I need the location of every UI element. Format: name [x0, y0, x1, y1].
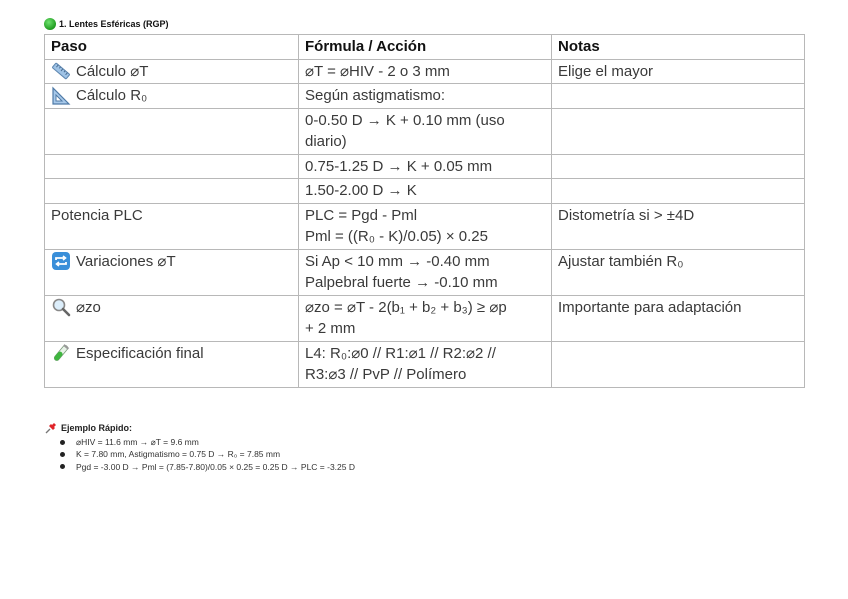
formula-cell — [299, 179, 552, 204]
table-header-row — [45, 35, 805, 60]
table-row — [45, 295, 805, 341]
paso-label: Especificación final — [76, 344, 204, 362]
paso-label: Cálculo ⌀T — [76, 62, 149, 80]
example-title — [44, 421, 132, 435]
formula-cell — [299, 108, 552, 154]
formula-cell — [299, 295, 552, 341]
header-paso: Paso — [45, 35, 299, 60]
paso-cell: Potencia PLC — [45, 203, 299, 249]
formula-line: 0-0.50 D → K + 0.10 mm (uso — [305, 111, 505, 129]
section-title-text: 1. Lentes Esféricas (RGP) — [59, 19, 169, 29]
bullet — [60, 464, 65, 469]
table-row — [45, 108, 805, 154]
formula-line: Si Ap < 10 mm → -0.40 mm — [305, 252, 490, 270]
pushpin-icon — [44, 421, 58, 435]
formula-line: ⌀zo = ⌀T - 2(b₁ + b₂ + b₃) ≥ ⌀p — [305, 298, 507, 316]
example-item-text: K = 7.80 mm, Astigmatismo = 0.75 D → R₀ = 7.85 mm — [76, 449, 281, 460]
paso-cell — [45, 108, 299, 154]
ruler-icon — [51, 61, 71, 81]
table-row — [45, 179, 805, 204]
green-circle-icon — [44, 18, 56, 30]
table-row — [45, 59, 805, 84]
formula-cell — [299, 203, 552, 249]
notas-cell: Importante para adaptación — [552, 295, 805, 341]
triangle-ruler-icon — [51, 86, 71, 106]
paso-cell — [45, 154, 299, 179]
notas-cell — [552, 108, 805, 154]
formula-line: 0.75-1.25 D → K + 0.05 mm — [305, 157, 493, 175]
formula-cell — [299, 59, 552, 84]
repeat-icon — [51, 251, 71, 271]
test-tube-icon — [51, 343, 71, 363]
formula-line: Según astigmatismo: — [305, 87, 446, 104]
example-title-text: Ejemplo Rápido: — [61, 423, 133, 433]
bullet — [60, 452, 65, 457]
example-item-text: Pgd = -3.00 D → Pml = (7.85-7.80)/0.05 × 0.25 = 0.25 D → PLC = -3.25 D — [76, 461, 355, 472]
formula-cell — [299, 341, 552, 387]
notas-cell — [552, 341, 805, 387]
bullet — [60, 440, 65, 445]
table-row — [45, 341, 805, 387]
list-item — [60, 436, 355, 448]
table-row — [45, 203, 805, 249]
paso-label: Variaciones ⌀T — [76, 252, 176, 270]
paso-cell — [45, 249, 299, 295]
steps-table — [44, 34, 805, 388]
formula-line: L4: R₀:⌀0 // R1:⌀1 // R2:⌀2 // — [305, 344, 496, 362]
formula-cell — [299, 84, 552, 109]
formula-cell — [299, 249, 552, 295]
header-formula: Fórmula / Acción — [299, 35, 552, 60]
formula-line: R3:⌀3 // PvP // Polímero — [305, 366, 467, 383]
header-notas: Notas — [552, 35, 805, 60]
table-row — [45, 84, 805, 109]
section-title — [44, 17, 169, 31]
notas-cell — [552, 154, 805, 179]
table-row — [45, 249, 805, 295]
list-item — [60, 461, 355, 473]
table-row — [45, 154, 805, 179]
notas-cell: Elige el mayor — [552, 59, 805, 84]
paso-cell — [45, 295, 299, 341]
list-item — [60, 448, 355, 460]
formula-line: PLC = Pgd - Pml — [305, 206, 418, 224]
notas-cell — [552, 179, 805, 204]
formula-line: diario) — [305, 133, 347, 150]
formula-cell — [299, 154, 552, 179]
notas-cell: Ajustar también R₀ — [552, 249, 805, 295]
formula-line: 1.50-2.00 D → K — [305, 182, 417, 199]
example-item-text: ⌀HIV = 11.6 mm → ⌀T = 9.6 mm — [76, 437, 199, 447]
notas-cell: Distometría si > ±4D — [552, 203, 805, 249]
magnifier-icon — [51, 297, 71, 317]
notas-cell — [552, 84, 805, 109]
formula-line: Palpebral fuerte → -0.10 mm — [305, 274, 498, 291]
formula-line: + 2 mm — [305, 320, 356, 337]
formula-line: ⌀T = ⌀HIV - 2 o 3 mm — [305, 62, 450, 80]
paso-cell — [45, 59, 299, 84]
paso-cell — [45, 341, 299, 387]
formula-line: Pml = ((R₀ - K)/0.05) × 0.25 — [305, 228, 488, 245]
paso-label: ⌀zo — [76, 298, 101, 316]
paso-cell — [45, 179, 299, 204]
example-list — [60, 436, 355, 473]
paso-cell — [45, 84, 299, 109]
paso-label: Cálculo R₀ — [76, 87, 148, 104]
